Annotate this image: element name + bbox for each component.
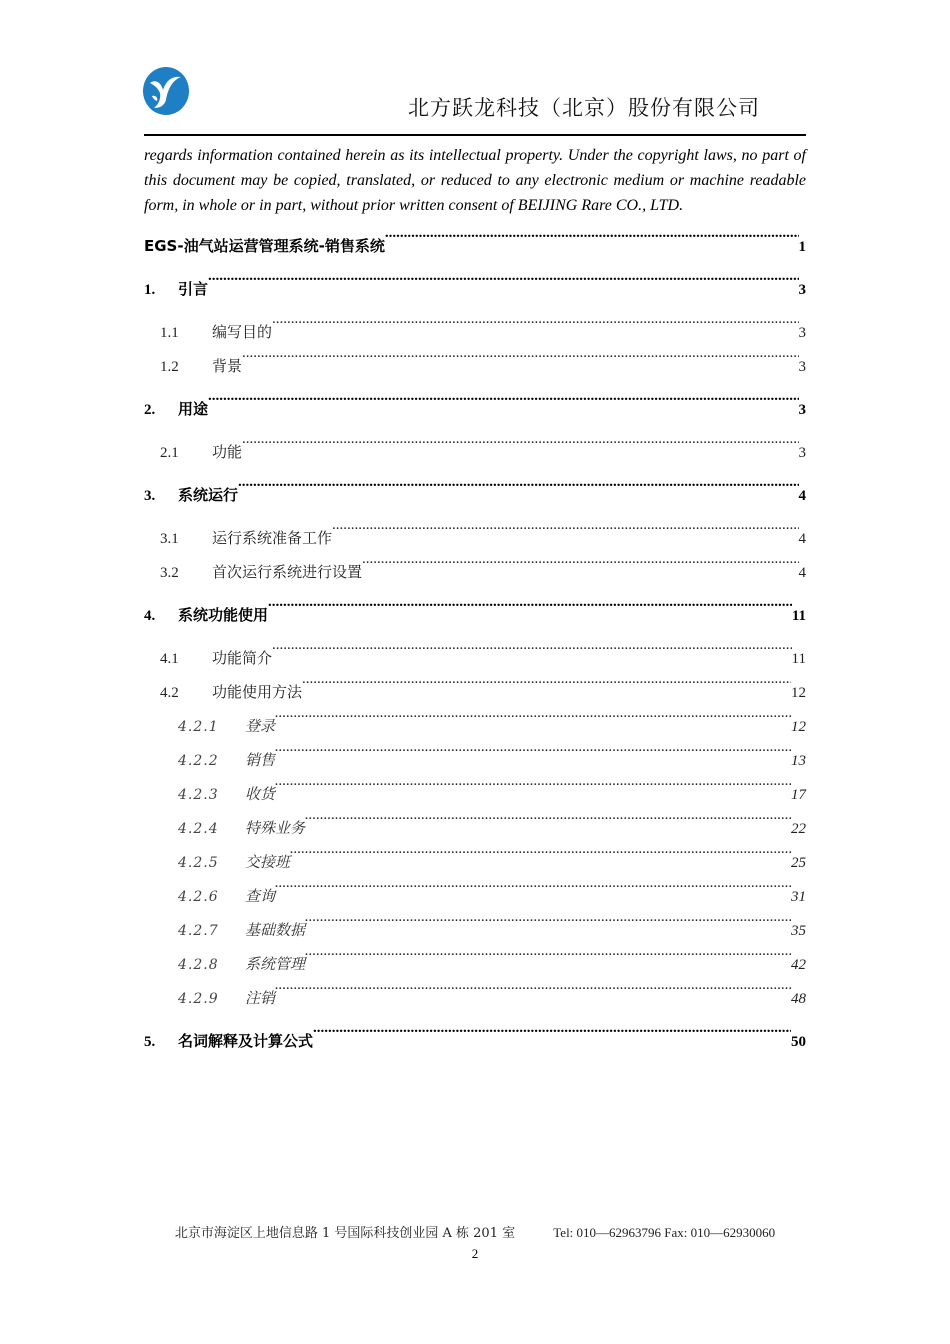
toc-number: 5.: [144, 1034, 156, 1050]
toc-page: 4: [798, 488, 806, 504]
toc-page: 3: [798, 445, 806, 461]
toc-title: 功能: [212, 443, 243, 461]
toc-entry-4-2-7[interactable]: [144, 910, 806, 944]
company-logo-icon: [142, 66, 190, 116]
toc-title: 查询: [245, 887, 276, 905]
toc-number: 1.1: [160, 325, 179, 341]
toc-title: 销售: [245, 751, 276, 769]
toc-title: 名词解释及计算公式: [178, 1032, 314, 1050]
toc-entry-4[interactable]: [144, 595, 806, 629]
toc-page: 25: [791, 855, 806, 871]
toc-number: 4.2.9: [178, 991, 219, 1007]
toc-leader: [275, 876, 791, 901]
toc-title: 功能简介: [212, 649, 273, 667]
toc-page: 17: [791, 787, 806, 803]
toc-page: 12: [791, 685, 806, 701]
toc-title: 基础数据: [245, 921, 306, 939]
toc-title: 交接班: [245, 853, 291, 871]
toc-page: 3: [798, 282, 806, 298]
toc-entry-3-2[interactable]: [144, 552, 806, 586]
toc-number: 3.2: [160, 565, 179, 581]
toc-leader: [272, 312, 798, 337]
toc-entry-doc-title[interactable]: [144, 226, 806, 260]
toc-title: 登录: [245, 717, 276, 735]
toc-leader: [305, 944, 791, 969]
header-divider: [144, 134, 806, 136]
toc-number: 4.2.2: [178, 753, 219, 769]
toc-leader: [305, 910, 791, 935]
toc-entry-4-2-2[interactable]: [144, 740, 806, 774]
toc-page: 11: [791, 651, 806, 667]
page-footer: [0, 1222, 950, 1241]
toc-page: 3: [798, 325, 806, 341]
toc-entry-3[interactable]: [144, 475, 806, 509]
toc-number: 4.2.6: [178, 889, 219, 905]
toc-page: 48: [791, 991, 806, 1007]
toc-title: 功能使用方法: [212, 683, 303, 701]
toc-title: 用途: [178, 400, 209, 418]
toc-leader: [275, 978, 791, 1003]
toc-title: 系统功能使用: [178, 606, 269, 624]
toc-entry-1-2[interactable]: [144, 346, 806, 380]
toc-entry-4-2-5[interactable]: [144, 842, 806, 876]
toc-number: 4.2.4: [178, 821, 219, 837]
toc-entry-3-1[interactable]: [144, 518, 806, 552]
toc-title: EGS-油气站运营管理系统-销售系统: [144, 237, 385, 255]
toc-number: 4.2.7: [178, 923, 219, 939]
toc-leader: [272, 638, 792, 663]
company-name: 北方跃龙科技（北京）股份有限公司: [408, 96, 760, 120]
toc-title: 首次运行系统进行设置: [212, 563, 363, 581]
toc-leader: [268, 595, 792, 620]
toc-leader: [275, 706, 791, 731]
toc-leader: [208, 269, 798, 294]
toc-title: 特殊业务: [245, 819, 306, 837]
toc-page: 31: [791, 889, 806, 905]
toc-entry-4-2[interactable]: [144, 672, 806, 706]
toc-leader: [275, 774, 791, 799]
toc-number: 2.1: [160, 445, 179, 461]
toc-entry-5[interactable]: [144, 1021, 806, 1055]
toc-title: 系统运行: [178, 486, 239, 504]
toc-entry-4-2-1[interactable]: [144, 706, 806, 740]
toc-page: 1: [798, 239, 806, 255]
table-of-contents: [144, 226, 806, 1055]
toc-page: 42: [791, 957, 806, 973]
toc-title: 运行系统准备工作: [212, 529, 333, 547]
toc-page: 12: [791, 719, 806, 735]
toc-entry-1-1[interactable]: [144, 312, 806, 346]
toc-leader: [242, 432, 798, 457]
toc-entry-4-2-4[interactable]: [144, 808, 806, 842]
toc-leader: [238, 475, 798, 500]
toc-title: 编写目的: [212, 323, 273, 341]
toc-entry-2-1[interactable]: [144, 432, 806, 466]
toc-leader: [275, 740, 791, 765]
toc-leader: [385, 226, 799, 251]
toc-number: 1.: [144, 282, 156, 298]
toc-number: 4.2.1: [178, 719, 219, 735]
footer-contact: Tel: 010—62963796 Fax: 010—62930060: [553, 1225, 776, 1240]
toc-number: 4.2.8: [178, 957, 219, 973]
toc-page: 13: [791, 753, 806, 769]
toc-entry-4-2-8[interactable]: [144, 944, 806, 978]
toc-entry-4-2-3[interactable]: [144, 774, 806, 808]
toc-number: 4.1: [160, 651, 179, 667]
toc-title: 背景: [212, 357, 243, 375]
toc-leader: [208, 389, 798, 414]
toc-title: 引言: [178, 280, 209, 298]
toc-leader: [242, 346, 798, 371]
toc-title: 收货: [245, 785, 276, 803]
toc-number: 4.2: [160, 685, 179, 701]
toc-leader: [305, 808, 791, 833]
footer-address: 北京市海淀区上地信息路 1 号国际科技创业园 A 栋 201 室: [174, 1226, 516, 1241]
copyright-notice: regards information contained herein as its intellectual property. Under the copyright laws, no part of this document may be copied, translated, or reduced to any electronic medium or machine readable form, in whole or in part, without prior written consent of BEIJING Rare CO., LTD.: [144, 147, 806, 214]
toc-number: 4.2.5: [178, 855, 219, 871]
toc-leader: [313, 1021, 791, 1046]
toc-number: 1.2: [160, 359, 179, 375]
toc-page: 11: [791, 608, 806, 624]
toc-number: 4.2.3: [178, 787, 219, 803]
toc-page: 3: [798, 402, 806, 418]
toc-page: 3: [798, 359, 806, 375]
toc-page: 50: [791, 1034, 806, 1050]
toc-number: 3.: [144, 488, 156, 504]
toc-page: 4: [798, 565, 806, 581]
toc-leader: [362, 552, 798, 577]
toc-number: 4.: [144, 608, 156, 624]
page-number: 2: [471, 1246, 479, 1261]
toc-entry-4-1[interactable]: [144, 638, 806, 672]
toc-leader: [302, 672, 791, 697]
toc-entry-1[interactable]: [144, 269, 806, 303]
toc-entry-4-2-9[interactable]: [144, 978, 806, 1012]
toc-page: 35: [791, 923, 806, 939]
toc-entry-4-2-6[interactable]: [144, 876, 806, 910]
toc-number: 3.1: [160, 531, 179, 547]
toc-entry-2[interactable]: [144, 389, 806, 423]
toc-page: 4: [798, 531, 806, 547]
toc-leader: [332, 518, 798, 543]
toc-title: 系统管理: [245, 955, 306, 973]
toc-title: 注销: [245, 989, 276, 1007]
toc-number: 2.: [144, 402, 156, 418]
toc-page: 22: [791, 821, 806, 837]
toc-leader: [290, 842, 791, 867]
